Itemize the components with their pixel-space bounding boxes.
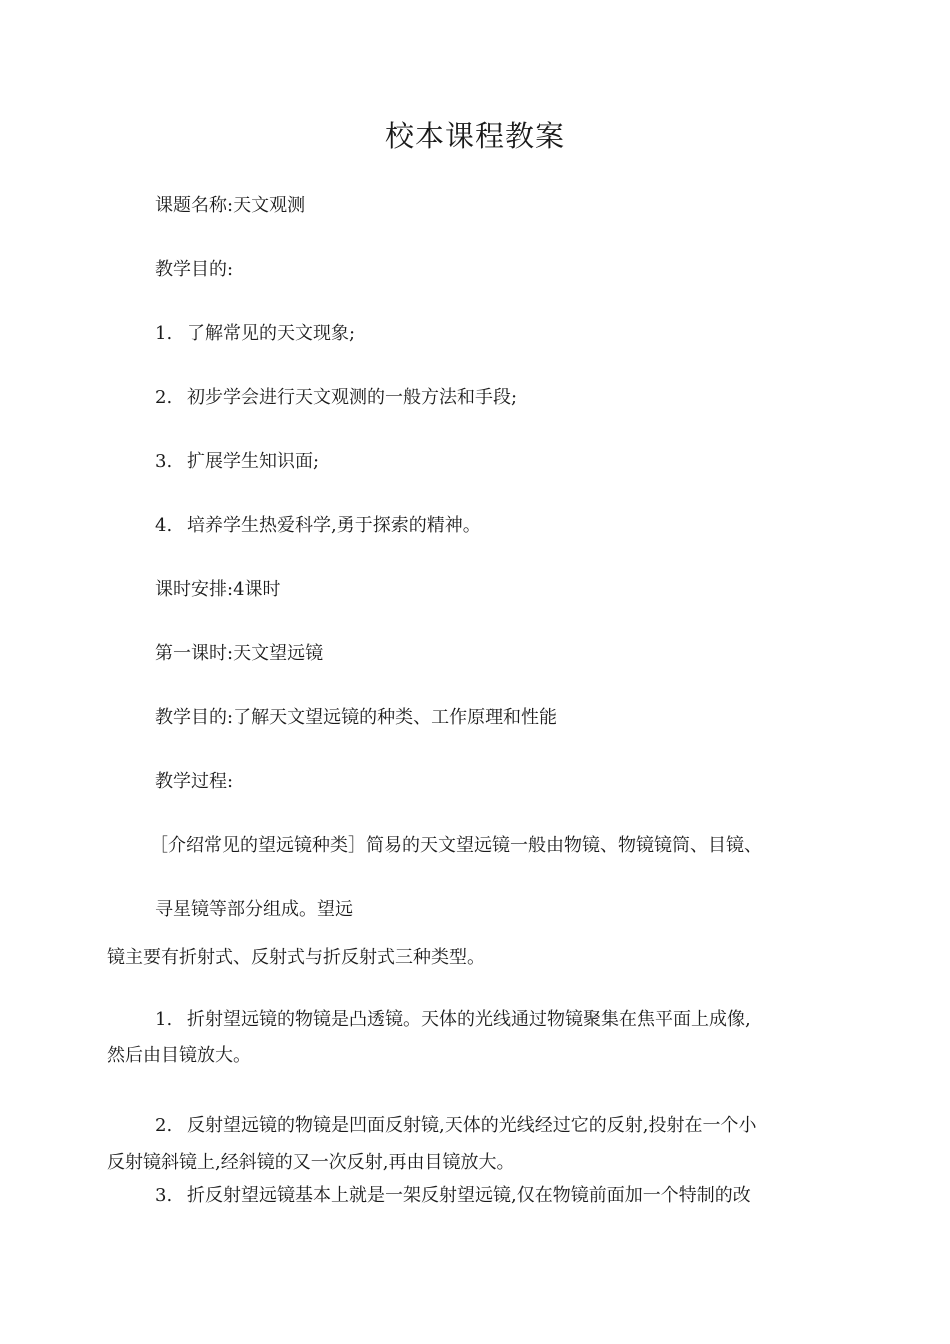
lesson-1-title: 第一课时:天文望远镜 [155, 643, 324, 664]
objective-number: 4. [155, 515, 173, 536]
lesson-1-goal: 教学目的:了解天文望远镜的种类、工作原理和性能 [155, 707, 558, 728]
page-title: 校本课程教案 [384, 119, 565, 153]
objectives-heading: 教学目的: [155, 259, 234, 280]
intro-line-1: ［介绍常见的望远镜种类］简易的天文望远镜一般由物镜、物镜镜筒、目镜、 [150, 835, 762, 856]
type-item-1-line-1 [155, 1009, 751, 1031]
intro-line-2: 寻星镜等部分组成。望远 [155, 899, 353, 920]
type-number: 3. [155, 1185, 173, 1206]
objective-text: 初步学会进行天文观测的一般方法和手段; [187, 387, 518, 408]
type-item-1-line-2: 然后由目镜放大。 [107, 1045, 251, 1066]
objective-text: 了解常见的天文现象; [187, 323, 356, 344]
objective-number: 3. [155, 451, 173, 472]
objective-item-4 [155, 515, 481, 537]
type-text: 反射望远镜的物镜是凹面反射镜,天体的光线经过它的反射,投射在一个小 [187, 1115, 757, 1136]
intro-line-3: 镜主要有折射式、反射式与折反射式三种类型。 [107, 947, 485, 968]
type-item-3-line-1 [155, 1185, 751, 1207]
objective-item-1 [155, 323, 355, 345]
objective-item-2 [155, 387, 517, 409]
process-heading: 教学过程: [155, 771, 234, 792]
schedule: 课时安排:4课时 [155, 579, 281, 600]
course-name: 课题名称:天文观测 [155, 195, 306, 216]
objective-number: 1. [155, 323, 173, 344]
type-text: 折反射望远镜基本上就是一架反射望远镜,仅在物镜前面加一个特制的改 [187, 1185, 751, 1206]
type-number: 1. [155, 1009, 173, 1030]
type-text: 折射望远镜的物镜是凸透镜。天体的光线通过物镜聚集在焦平面上成像, [187, 1009, 751, 1030]
objective-text: 扩展学生知识面; [187, 451, 320, 472]
type-item-2-line-1 [155, 1115, 756, 1137]
objective-item-3 [155, 451, 319, 473]
objective-text: 培养学生热爱科学,勇于探索的精神。 [187, 515, 481, 536]
type-number: 2. [155, 1115, 173, 1136]
objective-number: 2. [155, 387, 173, 408]
type-item-2-line-2: 反射镜斜镜上,经斜镜的又一次反射,再由目镜放大。 [107, 1152, 515, 1173]
